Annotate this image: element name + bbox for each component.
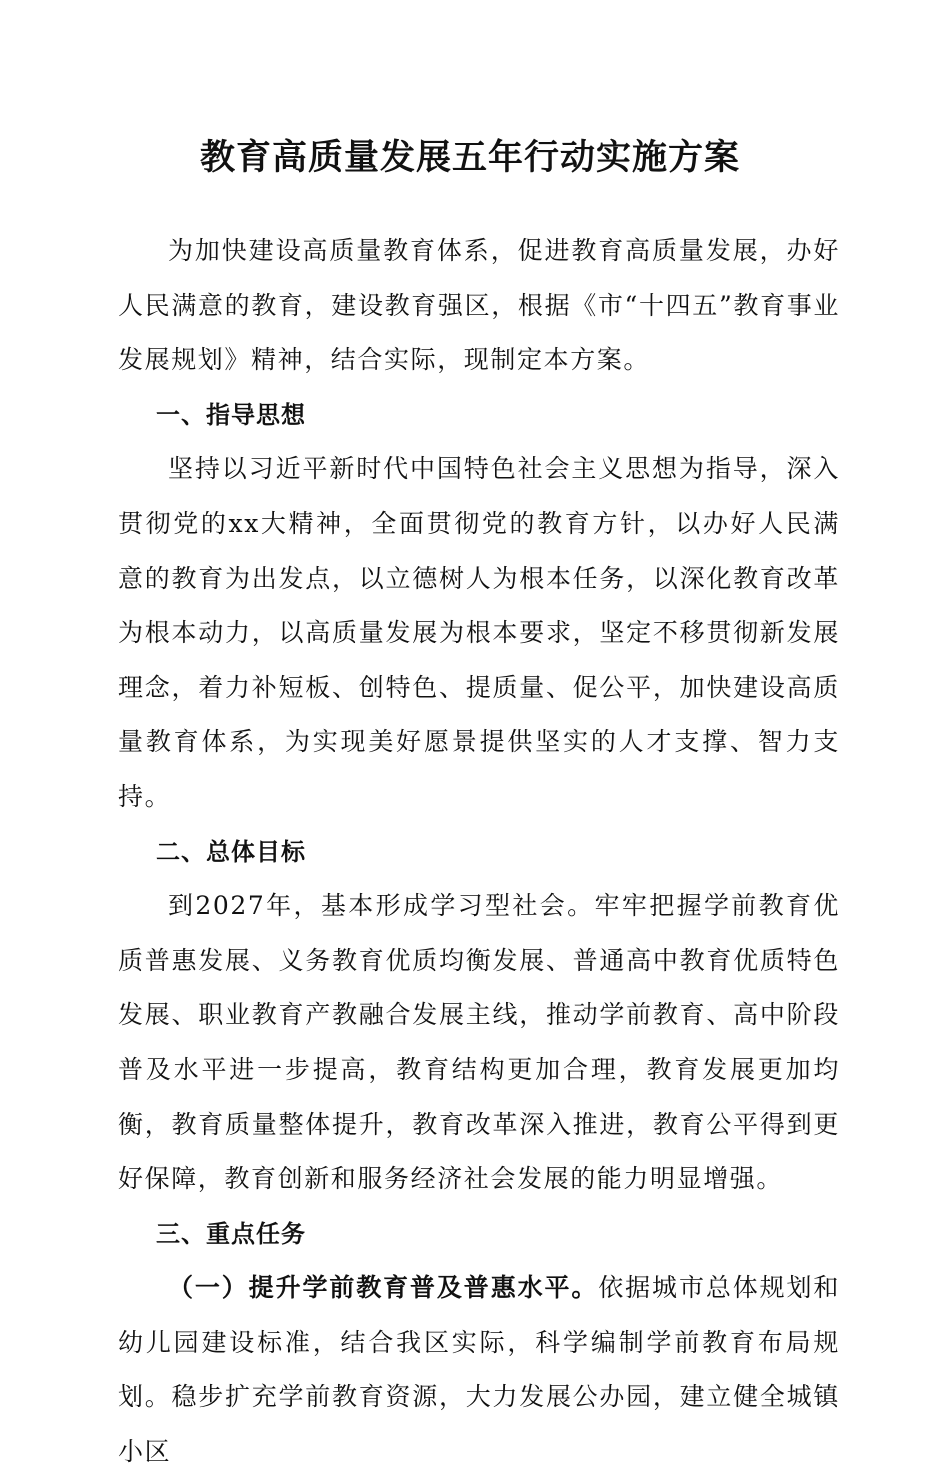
task-item-text: 依据城市总体规划和幼儿园建设标准，结合我区实际，科学编制学前教育布局规划。稳步扩充学前教育资源，大力发展公办园，建立健全城镇小区 <box>118 1273 840 1467</box>
task-item-preschool <box>118 1261 840 1479</box>
section-paragraph-overall-goals: 到2027年，基本形成学习型社会。牢牢把握学前教育优质普惠发展、义务教育优质均衡发展、普通高中教育优质特色发展、职业教育产教融合发展主线，推动学前教育、高中阶段普及水平进一步提高，教育结构更加合理，教育发展更加均衡，教育质量整体提升，教育改革深入推进，教育公平得到更好保障，教育创新和服务经济社会发展的能力明显增强。 <box>118 891 840 1194</box>
section-paragraph-guiding-ideology: 坚持以习近平新时代中国特色社会主义思想为指导，深入贯彻党的xx大精神，全面贯彻党的教育方针，以办好人民满意的教育为出发点，以立德树人为根本任务，以深化教育改革为根本动力，以高质量发展为根本要求，坚定不移贯彻新发展理念，着力补短板、创特色、提质量、促公平，加快建设高质量教育体系，为实现美好愿景提供坚实的人才支撑、智力支持。 <box>118 454 840 811</box>
section-heading-guiding-ideology: 一、指导思想 <box>156 400 306 429</box>
document-title: 教育高质量发展五年行动实施方案 <box>199 137 740 178</box>
document-body <box>118 224 840 1480</box>
section-heading-key-tasks: 三、重点任务 <box>156 1219 306 1248</box>
section-heading-overall-goals: 二、总体目标 <box>156 837 306 866</box>
intro-paragraph: 为加快建设高质量教育体系，促进教育高质量发展，办好人民满意的教育，建设教育强区，根据《市“十四五”教育事业发展规划》精神，结合实际，现制定本方案。 <box>118 236 840 375</box>
task-item-lead: （一）提升学前教育普及普惠水平。 <box>168 1273 599 1303</box>
